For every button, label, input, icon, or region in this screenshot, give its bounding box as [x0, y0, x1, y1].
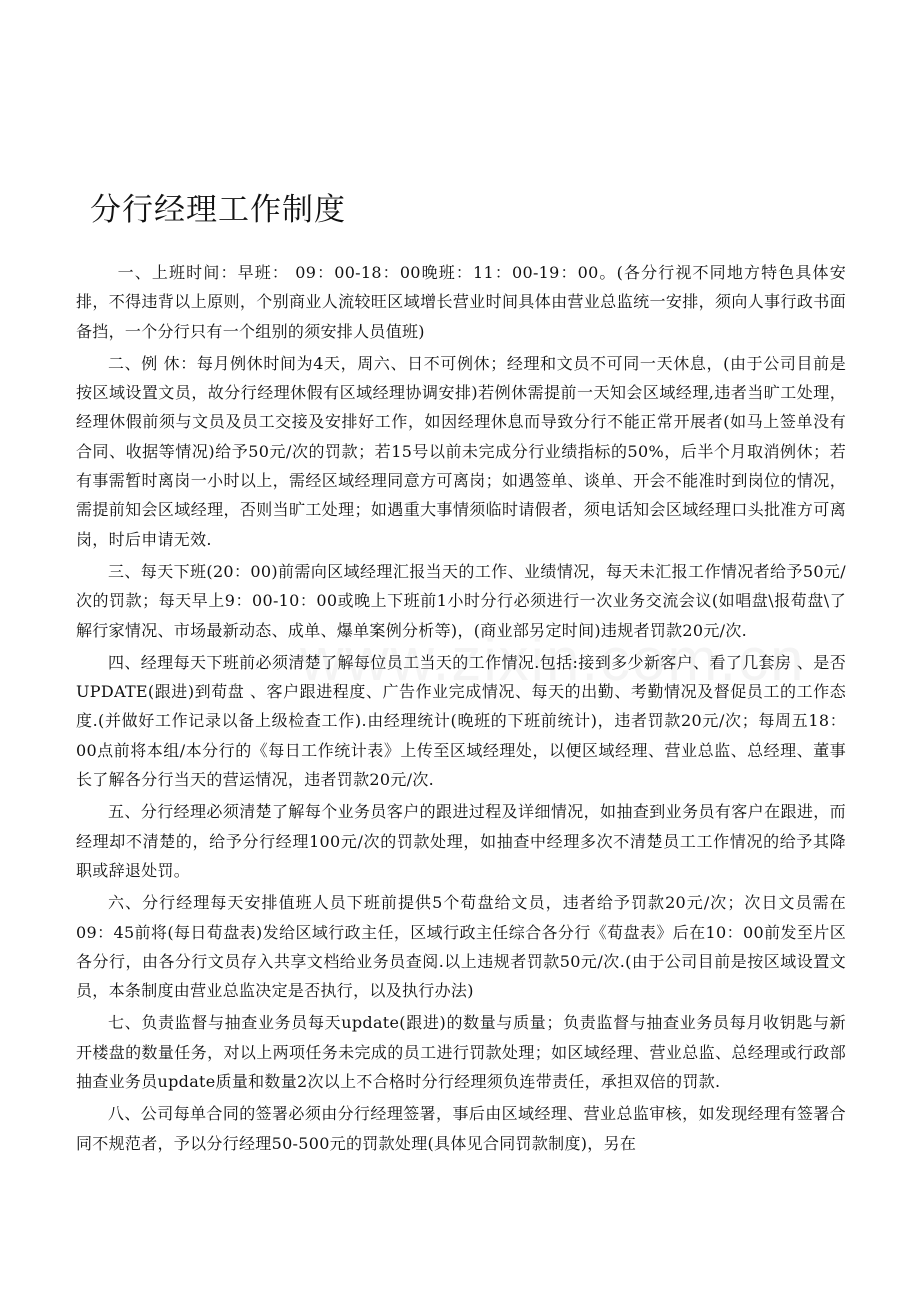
paragraph-regular-leave: 二、例 休：每月例休时间为4天，周六、日不可例休；经理和文员不可同一天休息，(由于公司目前是按区域设置文员，故分行经理休假有区域经理协调安排)若例休需提前一天知会区域经理,违者当旷工处理，经理休假前须与文员及员工交接及安排好工作，如因经理休息而导致分行不能正常开展者(如马上签单没有合同、收据等情况)给予50元/次的罚款；若15号以前未完成分行业绩指标的50%，后半个月取消例休；若有事需暂时离岗一小时以上，需经区域经理同意方可离岗；如遇签单、谈单、开会不能准时到岗位的情况，需提前知会区域经理，否则当旷工处理；如遇重大事情须临时请假者，须电话知会区域经理口头批准方可离岗，时后申请无效.: [76, 353, 846, 549]
document-title: 分行经理工作制度: [90, 192, 346, 228]
paragraph-staff-review: 四、经理每天下班前必须清楚了解每位员工当天的工作情况.包括:接到多少新客户、看了几套房 、是否UPDATE(跟进)到荀盘 、客户跟进程度、广告作业完成情况、每天的出勤、考勤情况及督促员工的工作态度.(并做好工作记录以备上级检查工作).由经理统计(晚班的下班前统计)，违者罚款20元/次；每周五18：00点前将本组/本分行的《每日工作统计表》上传至区域经理处，以便区域经理、营业总监、总经理、董事长了解各分行当天的营运情况，违者罚款20元/次.: [76, 652, 846, 790]
paragraph-contract-signing: 八、公司每单合同的签署必须由分行经理签署，事后由区域经理、营业总监审核，如发现经理有签署合同不规范者，予以分行经理50-500元的罚款处理(具体见合同罚款制度)，另在: [76, 1104, 846, 1153]
paragraph-update-supervision: 七、负责监督与抽查业务员每天update(跟进)的数量与质量；负责监督与抽查业务员每月收钥匙与新开楼盘的数量任务，对以上两项任务未完成的员工进行罚款处理；如区域经理、营业总监、总经理或行政部抽查业务员update质量和数量2次以上不合格时分行经理须负连带责任，承担双倍的罚款.: [76, 1013, 846, 1092]
paragraph-daily-report: 三、每天下班(20：00)前需向区域经理汇报当天的工作、业绩情况，每天未汇报工作情况者给予50元/次的罚款；每天早上9：00-10：00或晚上下班前1小时分行必须进行一次业务交流会议(如唱盘\报荀盘\了解行家情况、市场最新动态、成单、爆单案例分析等)，(商业部另定时间)违规者罚款20元/次.: [76, 561, 846, 640]
paragraph-work-hours: 一、上班时间：早班： 09：00-18：00晚班：11：00-19：00。(各分行视不同地方特色具体安排，不得违背以上原则，个别商业人流较旺区域增长营业时间具体由营业总监统一安排，须向人事行政书面备挡，一个分行只有一个组别的须安排人员值班): [76, 263, 846, 341]
paragraph-listing-duty: 六、分行经理每天安排值班人员下班前提供5个荀盘给文员，违者给予罚款20元/次；次日文员需在09：45前将(每日荀盘表)发给区域行政主任，区域行政主任综合各分行《荀盘表》后在10：00前发至片区各分行，由各分行文员存入共享文档给业务员查阅.以上违规者罚款50元/次.(由于公司目前是按区域设置文员，本条制度由营业总监决定是否执行，以及执行办法): [76, 893, 846, 1001]
document-body: [76, 258, 846, 1161]
paragraph-client-followup: 五、分行经理必须清楚了解每个业务员客户的跟进过程及详细情况，如抽查到业务员有客户在跟进，而经理却不清楚的，给予分行经理100元/次的罚款处理，如抽查中经理多次不清楚员工工作情况的给予其降职或辞退处罚。: [76, 802, 846, 880]
